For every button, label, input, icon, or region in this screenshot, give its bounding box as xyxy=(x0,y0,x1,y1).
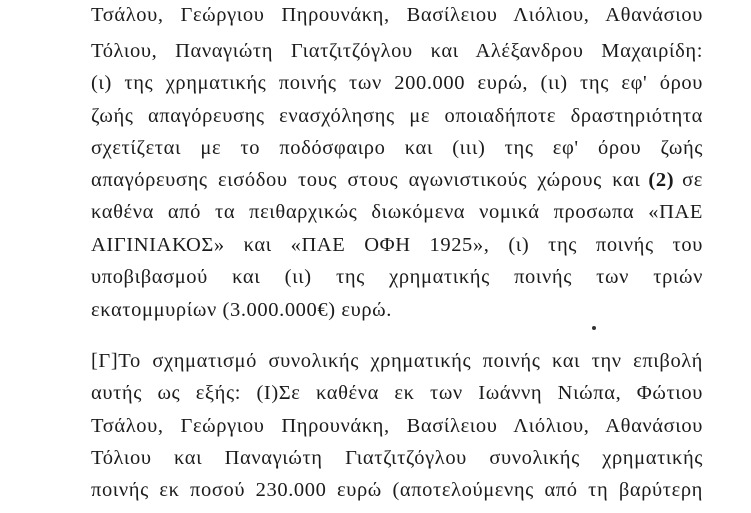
paragraph-2-line-3: Τσάλου, Γεώργιου Πηρουνάκη, Βασίλειου Λιόλιου, Αθανάσιου xyxy=(91,415,703,437)
paragraph-1-line-10: εκατομμυρίων (3.000.000€) ευρώ. xyxy=(91,299,392,321)
paragraph-1-line-3: (ι) της χρηματικής ποινής των 200.000 ευρώ, (ιι) της εφ' όρου xyxy=(91,72,703,94)
stray-dot-mark xyxy=(592,326,596,330)
paragraph-1-line-2: Τόλιου, Παναγιώτη Γιατζιτζόγλου και Αλέξανδρου Μαχαιρίδη: xyxy=(91,40,703,62)
paragraph-2-line-1: [Γ]Το σχηματισμό συνολικής χρηματικής ποινής και την επιβολή xyxy=(91,350,703,372)
paragraph-2-line-4: Τόλιου και Παναγιώτη Γιατζιτζόγλου συνολικής χρηματικής xyxy=(91,447,703,469)
paragraph-1-line-4: ζωής απαγόρευσης ενασχόλησης με οποιαδήποτε δραστηριότητα xyxy=(91,105,703,127)
paragraph-1-line-6-text: απαγόρευσης εισόδου τους στους αγωνιστικούς χώρους και xyxy=(91,169,641,191)
paragraph-1-line-6-tail: σε xyxy=(682,169,703,191)
paragraph-1-line-9: υποβιβασμού και (ιι) της χρηματικής ποινής των τριών xyxy=(91,266,703,288)
paragraph-2-line-2: αυτής ως εξής: (Ι)Σε καθένα εκ των Ιωάννη Νιώπα, Φώτιου xyxy=(91,382,703,404)
paragraph-1-line-1: Τσάλου, Γεώργιου Πηρουνάκη, Βασίλειου Λιόλιου, Αθανάσιου xyxy=(91,4,703,26)
paragraph-1-line-5: σχετίζεται με το ποδόσφαιρο και (ιιι) της εφ' όρου ζωής xyxy=(91,137,703,159)
paragraph-1-line-8: ΑΙΓΙΝΙΑΚΟΣ» και «ΠΑΕ ΟΦΗ 1925», (ι) της ποινής του xyxy=(91,234,703,256)
paragraph-1-line-7: καθένα από τα πειθαρχικώς διωκόμενα νομικά προσωπα «ΠΑΕ xyxy=(91,201,703,223)
paragraph-2-line-5: ποινής εκ ποσού 230.000 ευρώ (αποτελούμενης από τη βαρύτερη xyxy=(91,479,703,501)
paragraph-1-line-6 xyxy=(91,167,703,193)
numbering-bold: (2) xyxy=(648,169,675,191)
